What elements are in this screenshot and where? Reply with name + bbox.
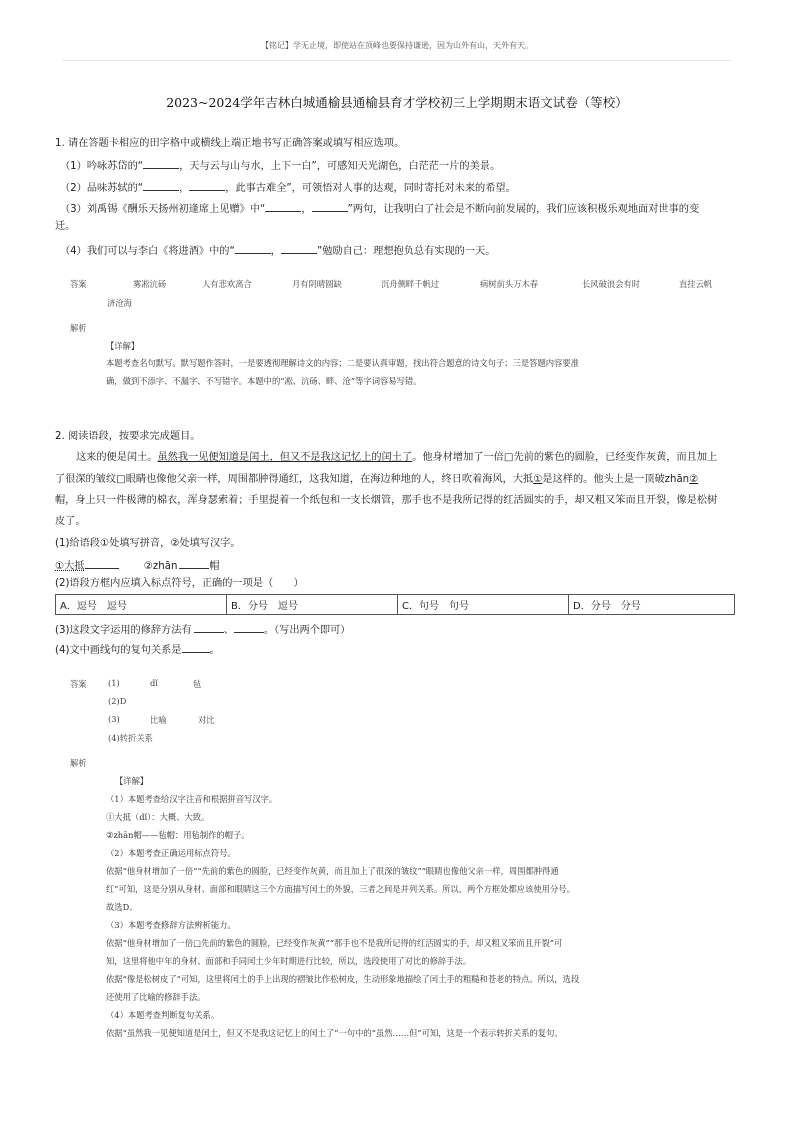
q2-blank[interactable] [85, 557, 119, 569]
q2-answer: 毡 [193, 679, 202, 689]
q2-sub4-text: 。 [209, 645, 220, 656]
q1-answer: 病树前头万木春 [480, 279, 539, 289]
q1-item-1-text-b: ，天与云与山与水，上下一白”，可感知天光湖色，白茫茫一片的美景。 [179, 161, 501, 172]
q2-analysis-line: 依据“他身材增加了一倍□先前的紫色的圆脸，已经变作灰黄”“那手也不是我所记得的红活圆实的手，却又粗又笨而且开裂”可 [106, 938, 563, 948]
q2-sub1-word: ①大抵 [55, 561, 85, 572]
q1-analysis-line: 本题考查名句默写。默写题作答时，一是要透彻理解诗文的内容；二是要认真审题，找出符合题意的诗文句子；三是答题内容要准 [106, 358, 579, 368]
q1-item-4-text-b: ”勉励自己：理想抱负总有实现的一天。 [316, 246, 496, 257]
q2-answer: 比喻 [150, 715, 167, 725]
q2-answer-label: 答案 [70, 679, 87, 689]
q2-analysis-line: （1）本题考查给汉字注音和根据拼音写汉字。 [106, 794, 278, 804]
q2-para-text: 这来的便是闰土。 [76, 452, 158, 463]
q2-analysis-line: 故选D。 [106, 902, 138, 912]
q2-blank[interactable] [234, 621, 264, 633]
q1-blank[interactable] [143, 157, 179, 169]
q2-para-text: 了很深的皱纹□眼睛也像他父亲一样，周围都肿得通红，这我知道，在海边种地的人，终日吹着海风，大抵 [55, 474, 534, 485]
q1-item-4-text-a: （4）我们可以与李白《将进酒》中的“ [60, 246, 235, 257]
q2-analysis-label: 解析 [70, 758, 87, 768]
q2-underlined-sentence: 虽然我一见便知道是闰土，但又不是我这记忆上的闰土了 [157, 452, 413, 463]
q2-blank[interactable] [182, 641, 210, 653]
q1-answer: 直挂云帆 [679, 279, 713, 289]
q2-para-line: 皮了。 [55, 516, 86, 527]
q2-marker-2: ② [689, 474, 699, 485]
q1-blank[interactable] [143, 179, 179, 191]
q2-marker-1: ① [533, 474, 543, 485]
q1-stem: 1. 请在答题卡相应的田字格中或横线上端正地书写正确答案或填写相应选项。 [55, 138, 405, 149]
q2-analysis-line: 依据“虽然我一见便知道是闰土，但又不是我这记忆上的闰土了”一句中的“虽然……但”可知，这是一个表示转折关系的复句。 [106, 1028, 563, 1038]
option-d[interactable]: D．分号 分号 [569, 595, 735, 615]
q2-answer: 对比 [198, 715, 215, 725]
q2-analysis-line: （2）本题考查正确运用标点符号。 [106, 848, 236, 858]
q1-answer-cont: 济沧海 [107, 298, 132, 308]
q2-sub3-sep: 、 [223, 625, 234, 636]
q2-para-line [76, 451, 717, 465]
q2-analysis-line: （4）本题考查判断复句关系。 [106, 1010, 220, 1020]
q1-item-2-text-a: （2）品味苏轼的“ [60, 183, 144, 194]
option-b[interactable]: B．分号 逗号 [227, 595, 398, 615]
q1-blank[interactable] [265, 200, 301, 212]
option-a[interactable]: A．逗号 逗号 [56, 595, 227, 615]
q2-analysis-line: ①大抵（dǐ）：大概、大致。 [106, 812, 210, 822]
q1-blank[interactable] [281, 242, 317, 254]
q1-item-2 [60, 179, 516, 196]
q1-blank[interactable] [235, 242, 271, 254]
q2-stem: 2. 阅读语段，按要求完成题目。 [55, 431, 201, 442]
q2-answer-num: (3) [108, 714, 120, 724]
q2-options-table [55, 594, 735, 615]
q2-blank[interactable] [194, 621, 224, 633]
header-motto: 【铭记】学无止境，即使站在顶峰也要保持谦逊，因为山外有山，天外有天。 [261, 41, 533, 50]
q2-blank[interactable] [179, 557, 209, 569]
q1-item-1 [60, 157, 500, 174]
q1-item-2-text-b: ，此事古难全”，可领悟对人事的达观，同时寄托对未来的希望。 [225, 183, 516, 194]
q2-answer: dǐ [150, 678, 158, 688]
q2-sub2: (2)语段方框内应填入标点符号，正确的一项是（ ） [55, 578, 304, 589]
q2-para-text: 是这样的。他头上是一顶破zhān [542, 474, 690, 485]
q2-sub3 [55, 621, 350, 638]
q1-blank[interactable] [189, 179, 225, 191]
q2-sub1-suffix: 帽 [209, 561, 220, 572]
q1-item-3 [60, 200, 699, 217]
q2-detail-label: 【详解】 [115, 776, 149, 786]
q1-answer: 雾凇沆砀 [133, 279, 167, 289]
q2-sub3-text: 。（写出两个即可） [263, 625, 351, 636]
q1-item-3-text-a: （3）刘禹锡《酬乐天扬州初逢席上见赠》中“ [60, 204, 266, 215]
page-title: 2023~2024学年吉林白城通榆县通榆县育才学校初三上学期期末语文试卷（等校） [166, 95, 628, 110]
q2-analysis-line: 知，这里将他中年的身材、面部和手同闰土少年时期进行比较，所以，选段使用了对比的修辞手法。 [106, 956, 472, 966]
q2-sub1-blanks [55, 557, 220, 574]
q2-sub3-text: (3)这段文字运用的修辞方法有 [55, 625, 192, 636]
q1-blank[interactable] [312, 200, 348, 212]
q2-analysis-line: 还使用了比喻的修辞手法。 [106, 992, 206, 1002]
option-c[interactable]: C．句号 句号 [398, 595, 569, 615]
q2-answer: (2)D [108, 696, 127, 706]
q2-answer-num: (1) [108, 678, 120, 688]
q2-analysis-line: 红”可知，这是分别从身材、面部和眼睛这三个方面描写闰土的外貌，三者之间是并列关系。所以，两个方框处都应该使用分号。 [106, 884, 575, 894]
q2-analysis-line: （3）本题考查修辞方法辨析能力。 [106, 920, 236, 930]
q2-sub4 [55, 641, 220, 658]
q1-answer: 长风破浪会有时 [582, 279, 641, 289]
q2-analysis-line: ②zhān帽——毡帽：用毡制作的帽子。 [106, 830, 250, 840]
header-divider [62, 60, 732, 61]
q1-item-3-sep: ， [301, 204, 312, 215]
q2-answer: (4)转折关系 [108, 733, 153, 743]
q2-analysis-line: 依据“像是松树皮了”可知，这里将闰土的手上出现的褶皱比作松树皮，生动形象地描绘了闰土手的粗糙和苍老的特点。所以，选段 [106, 974, 580, 984]
q1-item-2-sep: ， [179, 183, 190, 194]
q1-item-4-sep: ， [270, 246, 281, 257]
q2-para-text: 。他身材增加了一倍□先前的紫色的圆脸，已经变作灰黄，而且加上 [412, 452, 718, 463]
q2-para-line: 帽，身上只一件极薄的棉衣，浑身瑟索着；手里提着一个纸包和一支长烟管，那手也不是我所记得的红活圆实的手，却又粗又笨而且开裂，像是松树 [55, 495, 718, 506]
q2-para-line [55, 473, 698, 487]
q2-sub4-text: (4)文中画线句的复句关系是 [55, 645, 182, 656]
q1-item-4 [60, 242, 495, 259]
q1-analysis-line: 确，做到不添字、不漏字、不写错字。本题中的“凇、沆砀、畔、沧”等字词容易写错。 [106, 376, 422, 386]
q1-item-3-text-b: ”两句，让我明白了社会是不断向前发展的，我们应该积极乐观地面对世事的变 [347, 204, 700, 215]
q1-answer: 人有悲欢离合 [202, 279, 252, 289]
q2-analysis-line: 依据“他身材增加了一倍”“先前的紫色的圆脸，已经变作灰黄，而且加上了很深的皱纹”“眼睛也像他父亲一样，周围都肿得通 [106, 866, 559, 876]
q1-detail-label: 【详解】 [106, 341, 140, 351]
q1-item-3-cont: 迁。 [55, 221, 76, 232]
q1-answer: 月有阴晴圆缺 [292, 279, 342, 289]
q1-answer-label: 答案 [70, 279, 87, 289]
q1-analysis-label: 解析 [70, 323, 87, 333]
q2-sub1: (1)给语段①处填写拼音，②处填写汉字。 [55, 538, 241, 549]
q1-answer: 沉舟侧畔千帆过 [381, 279, 440, 289]
q1-item-1-text-a: （1）吟咏苏岱的“ [60, 161, 144, 172]
q2-sub1-pinyin: ②zhān [143, 561, 178, 572]
